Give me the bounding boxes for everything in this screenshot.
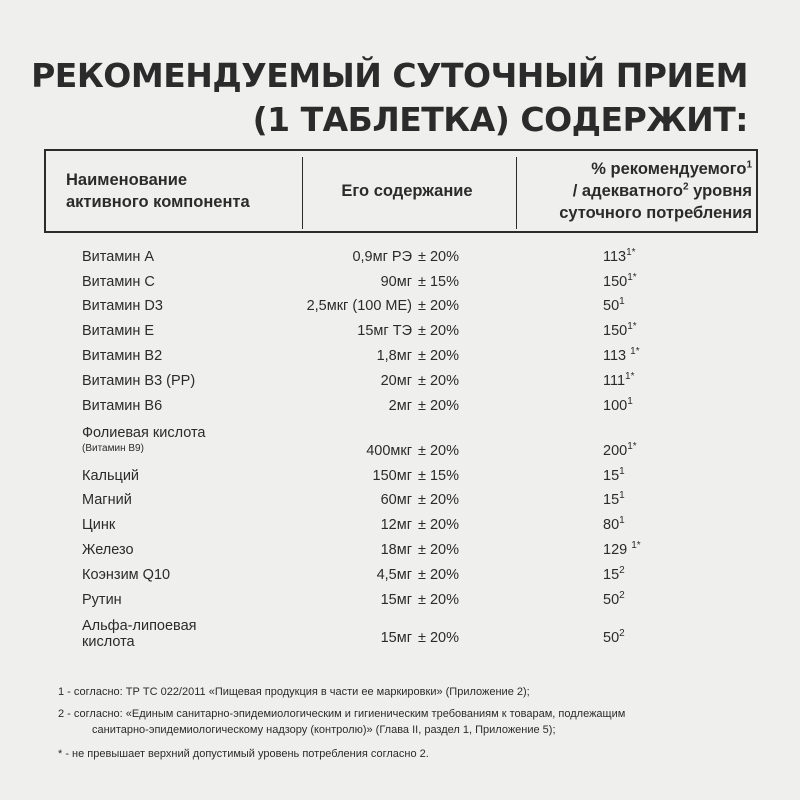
header-col3-line1: % рекомендуемого xyxy=(591,160,747,178)
header-sup: 1 xyxy=(746,159,752,171)
row-tolerance: ± 20% xyxy=(418,323,460,339)
row-amount: 400мкг xyxy=(366,443,412,459)
row-amount: 0,9мг РЭ xyxy=(352,249,412,265)
row-tolerance: ± 20% xyxy=(418,492,460,508)
row-percent: 50 xyxy=(603,592,620,608)
row-amount: 1,8мг xyxy=(376,348,412,364)
row-name: Цинк xyxy=(82,517,116,533)
row-tolerance: ± 20% xyxy=(418,542,460,558)
row-percent: 15 xyxy=(603,468,620,484)
header-col1-line2: активного компонента xyxy=(66,193,250,211)
row-name: Витамин В2 xyxy=(82,348,163,364)
row-tolerance: ± 20% xyxy=(418,592,460,608)
row-name: Витамин В3 (PP) xyxy=(82,373,196,389)
row-name xyxy=(82,425,205,454)
row-amount: 90мг xyxy=(380,274,412,290)
row-name: Железо xyxy=(82,542,134,558)
row-name: Витамин В6 xyxy=(82,398,163,414)
row-percent: 50 xyxy=(603,630,620,646)
row-tolerance: ± 20% xyxy=(418,443,460,459)
row-amount: 2мг xyxy=(388,398,412,414)
footnote-2-line2: санитарно-эпидемиологическому надзору (контролю)» (Глава II, раздел 1, Приложение 5); xyxy=(92,724,556,736)
row-amount: 2,5мкг (100 МЕ) xyxy=(306,298,412,314)
header-percent xyxy=(516,151,752,231)
row-sup: 1* xyxy=(625,371,635,383)
row-amount: 150мг xyxy=(372,468,412,484)
footnote-2 xyxy=(58,706,625,738)
row-sup: 1 xyxy=(627,396,633,408)
row-percent: 113 xyxy=(603,348,631,364)
row-percent: 129 xyxy=(603,542,632,558)
footnote-1: 1 - согласно: ТР ТС 022/2011 «Пищевая продукция в части ее маркировки» (Приложение 2); xyxy=(58,686,530,698)
row-sup: 2 xyxy=(619,590,625,602)
row-amount: 15мг xyxy=(380,592,412,608)
row-percent: 15 xyxy=(603,492,620,508)
row-tolerance: ± 20% xyxy=(418,630,460,646)
footnote-2-line1: 2 - согласно: «Единым санитарно-эпидемиологическим и гигиеническим требованиям к товарам, подлежащим xyxy=(58,708,626,720)
row-name: Кальций xyxy=(82,468,140,484)
header-col1-line1: Наименование xyxy=(66,171,188,189)
row-sup: 1 xyxy=(619,490,625,502)
row-tolerance: ± 15% xyxy=(418,274,460,290)
row-amount: 15мг ТЭ xyxy=(357,323,412,339)
row-amount: 12мг xyxy=(380,517,412,533)
header-col3-line3: суточного потребления xyxy=(559,204,752,222)
row-name: Коэнзим Q10 xyxy=(82,567,171,583)
row-percent: 150 xyxy=(603,274,628,290)
row-tolerance: ± 15% xyxy=(418,468,460,484)
row-amount: 60мг xyxy=(380,492,412,508)
row-percent: 200 xyxy=(603,443,628,459)
row-percent: 50 xyxy=(603,298,620,314)
row-name-text-2: кислота xyxy=(82,634,135,650)
row-name: Витамин Е xyxy=(82,323,155,339)
row-name: Витамин D3 xyxy=(82,298,163,314)
row-tolerance: ± 20% xyxy=(418,373,460,389)
row-sup: 1* xyxy=(627,321,637,333)
header-component-name xyxy=(66,151,306,231)
header-col3-line2a: / адекватного xyxy=(572,182,683,200)
row-name: Витамин С xyxy=(82,274,155,290)
page-title xyxy=(31,54,748,142)
row-percent: 113 xyxy=(603,249,627,265)
header-col3-line2b: уровня xyxy=(688,182,752,200)
row-percent: 111 xyxy=(603,373,626,389)
footnote-3: * - не превышает верхний допустимый уровень потребления согласно 2. xyxy=(58,748,429,760)
row-amount: 4,5мг xyxy=(376,567,412,583)
row-percent: 150 xyxy=(603,323,628,339)
row-sup: 1 xyxy=(619,296,625,308)
row-name: Магний xyxy=(82,492,132,508)
row-percent: 15 xyxy=(603,567,620,583)
row-percent: 80 xyxy=(603,517,620,533)
title-line-2: (1 ТАБЛЕТКА) СОДЕРЖИТ: xyxy=(252,100,748,139)
row-tolerance: ± 20% xyxy=(418,517,460,533)
row-tolerance: ± 20% xyxy=(418,398,460,414)
header-content: Его содержание xyxy=(341,182,473,200)
row-tolerance: ± 20% xyxy=(418,348,460,364)
row-sup: 2 xyxy=(619,565,625,577)
row-name-text: Альфа-липоевая xyxy=(82,618,197,634)
table-header xyxy=(44,149,758,233)
row-tolerance: ± 20% xyxy=(418,298,460,314)
row-name: Витамин А xyxy=(82,249,155,265)
row-sup: 1 xyxy=(619,515,625,527)
row-name: Рутин xyxy=(82,592,122,608)
row-amount: 20мг xyxy=(380,373,412,389)
row-sup: 1* xyxy=(630,346,640,358)
row-sup: 1* xyxy=(627,272,637,284)
row-tolerance: ± 20% xyxy=(418,249,460,265)
row-subname: (Витамин В9) xyxy=(82,443,144,454)
row-sup: 2 xyxy=(619,628,625,640)
row-sup: 1* xyxy=(627,441,637,453)
header-sup: 2 xyxy=(682,181,689,193)
row-amount: 18мг xyxy=(380,542,412,558)
row-sup: 1* xyxy=(626,247,636,259)
row-name xyxy=(82,618,197,650)
row-percent: 100 xyxy=(603,398,628,414)
row-sup: 1* xyxy=(631,540,641,552)
row-amount: 15мг xyxy=(380,630,412,646)
title-line-1: РЕКОМЕНДУЕМЫЙ СУТОЧНЫЙ ПРИЕМ xyxy=(31,56,748,95)
row-name-text: Фолиевая кислота xyxy=(82,425,206,441)
row-sup: 1 xyxy=(619,466,625,478)
row-tolerance: ± 20% xyxy=(418,567,460,583)
